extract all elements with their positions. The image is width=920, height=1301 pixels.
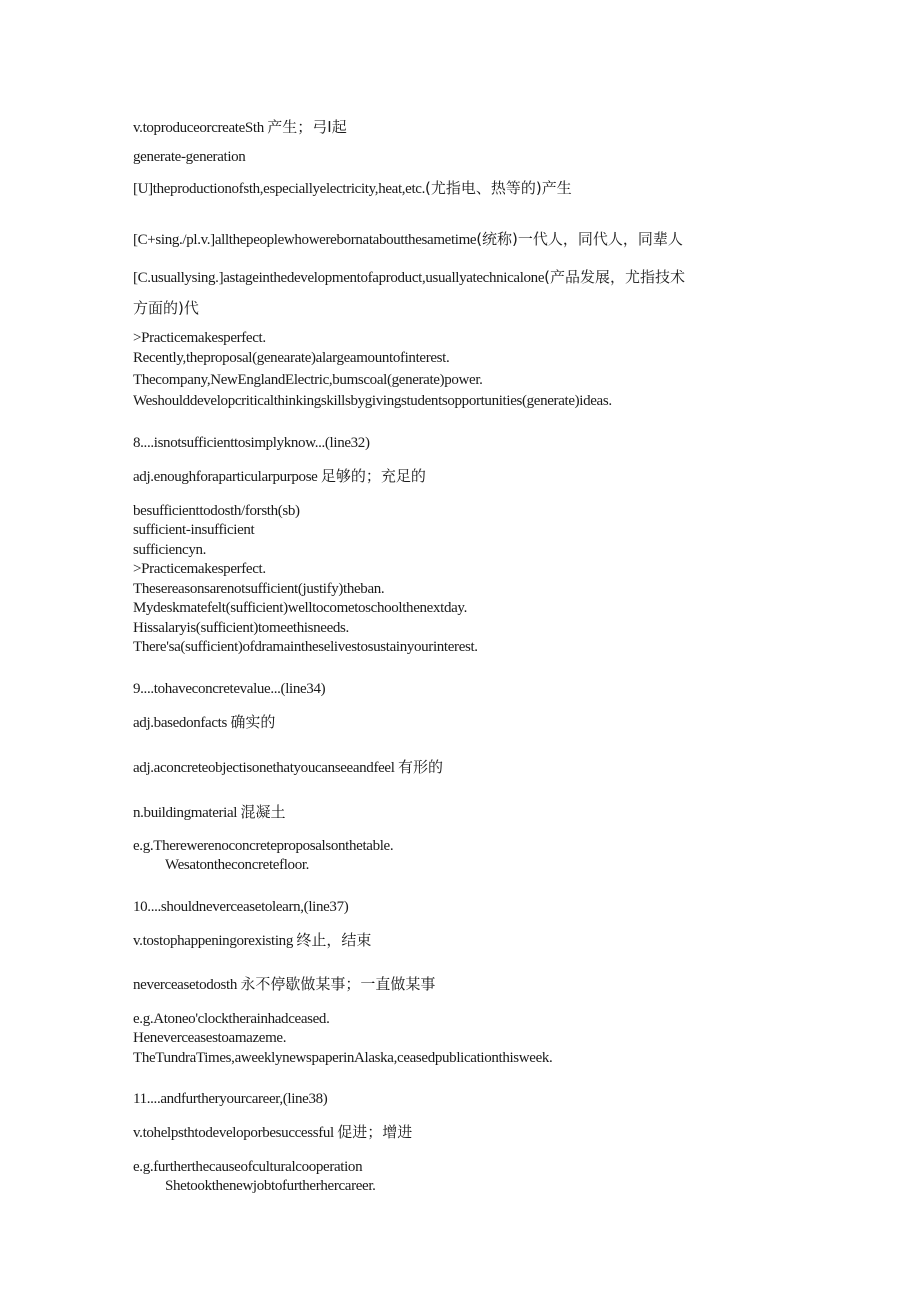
generate-definition-en: v.toproduceorcreateSth bbox=[133, 120, 264, 136]
sufficient-exercise: Thesereasonsarenotsufficient(justify)theban. bbox=[133, 581, 385, 597]
concrete-sense-3 bbox=[133, 802, 286, 823]
sufficient-practice-label: >Practicemakesperfect. bbox=[133, 561, 266, 577]
further-definition bbox=[133, 1122, 412, 1143]
further-example: Shetookthenewjobtofurtherhercareer. bbox=[165, 1178, 376, 1194]
cease-phrase bbox=[133, 974, 435, 995]
sufficient-definition-zh: 足够的；充足的 bbox=[320, 467, 426, 485]
further-heading: 11....andfurtheryourcareer,(line38) bbox=[133, 1091, 328, 1107]
concrete-sense-1-en: adj.basedonfacts bbox=[133, 715, 227, 731]
sufficient-exercise: There'sa(sufficient)ofdramaintheselivestosustainyourinterest. bbox=[133, 639, 478, 655]
cease-definition bbox=[133, 930, 371, 951]
generate-word-forms: generate-generation bbox=[133, 149, 246, 165]
further-example: e.g.furtherthecauseofculturalcooperation bbox=[133, 1159, 363, 1175]
generation-sense-u bbox=[133, 178, 572, 199]
cease-example: TheTundraTimes,aweeklynewspaperinAlaska,ceasedpublicationthisweek. bbox=[133, 1050, 553, 1066]
concrete-sense-1 bbox=[133, 712, 275, 733]
sufficient-exercise: Hissalaryis(sufficient)tomeethisneeds. bbox=[133, 620, 349, 636]
concrete-example: e.g.Therewerenoconcreteproposalsonthetable. bbox=[133, 838, 394, 854]
concrete-sense-3-en: n.buildingmaterial bbox=[133, 805, 238, 821]
concrete-sense-2-en: adj.aconcreteobjectisonethatyoucanseeandfeel bbox=[133, 760, 395, 776]
generation-sense-c1-en: [C+sing./pl.v.]allthepeoplewhowerebornataboutthesametime bbox=[133, 232, 477, 248]
further-definition-en: v.tohelpsthtodeveloporbesuccessful bbox=[133, 1125, 334, 1141]
cease-phrase-zh: 永不停歇做某事；一直做某事 bbox=[240, 975, 436, 993]
sufficient-exercise: Mydeskmatefelt(sufficient)welltocometoschoolthenextday. bbox=[133, 600, 467, 616]
sufficient-definition-en: adj.enoughforaparticularpurpose bbox=[133, 469, 318, 485]
sufficient-usage: sufficiencyn. bbox=[133, 542, 207, 558]
generate-exercise: Weshoulddevelopcriticalthinkingskillsbygivingstudentsopportunities(generate)ideas. bbox=[133, 393, 612, 409]
generation-sense-c2-zh: (产品发展，尤指技术 bbox=[544, 268, 685, 286]
generation-sense-c2 bbox=[133, 267, 685, 288]
generate-practice-label: >Practicemakesperfect. bbox=[133, 330, 266, 346]
generation-sense-u-zh: (尤指电、热等的)产生 bbox=[425, 179, 572, 197]
generation-sense-c1-zh: (统称)一代人，同代人，同辈人 bbox=[476, 230, 683, 248]
generation-sense-c2-en: [C.usuallysing.]astageinthedevelopmentofaproduct,usuallyatechnicalone bbox=[133, 270, 545, 286]
generate-definition bbox=[133, 117, 347, 138]
cease-heading: 10....shouldneverceasetolearn,(line37) bbox=[133, 899, 349, 915]
cease-definition-en: v.tostophappeningorexisting bbox=[133, 933, 293, 949]
sufficient-definition bbox=[133, 466, 426, 487]
sufficient-usage: sufficient-insufficient bbox=[133, 522, 255, 538]
cease-phrase-en: neverceasetodosth bbox=[133, 977, 238, 993]
generate-exercise: Thecompany,NewEnglandElectric,bumscoal(generate)power. bbox=[133, 372, 483, 388]
generation-sense-c1 bbox=[133, 229, 683, 250]
further-definition-zh: 促进；增进 bbox=[337, 1123, 413, 1141]
concrete-example: Wesatontheconcretefloor. bbox=[165, 857, 310, 873]
concrete-sense-2-zh: 有形的 bbox=[397, 758, 443, 776]
sufficient-heading: 8....isnotsufficienttosimplyknow...(line32) bbox=[133, 435, 370, 451]
cease-example: e.g.Atoneo'clocktherainhadceased. bbox=[133, 1011, 330, 1027]
concrete-heading: 9....tohaveconcretevalue...(line34) bbox=[133, 681, 326, 697]
sufficient-usage: besufficienttodosth/forsth(sb) bbox=[133, 503, 300, 519]
generation-sense-c2-continued: 方面的)代 bbox=[133, 299, 199, 317]
generate-exercise: Recently,theproposal(genearate)alargeamountofinterest. bbox=[133, 350, 450, 366]
concrete-sense-2 bbox=[133, 757, 443, 778]
concrete-sense-1-zh: 确实的 bbox=[230, 713, 276, 731]
cease-example: Heneverceasestoamazeme. bbox=[133, 1030, 287, 1046]
concrete-sense-3-zh: 混凝土 bbox=[240, 803, 286, 821]
generate-definition-zh: 产生；弓I起 bbox=[267, 118, 347, 136]
generation-sense-u-en: [U]theproductionofsth,especiallyelectricity,heat,etc. bbox=[133, 181, 426, 197]
cease-definition-zh: 终止，结束 bbox=[296, 931, 372, 949]
